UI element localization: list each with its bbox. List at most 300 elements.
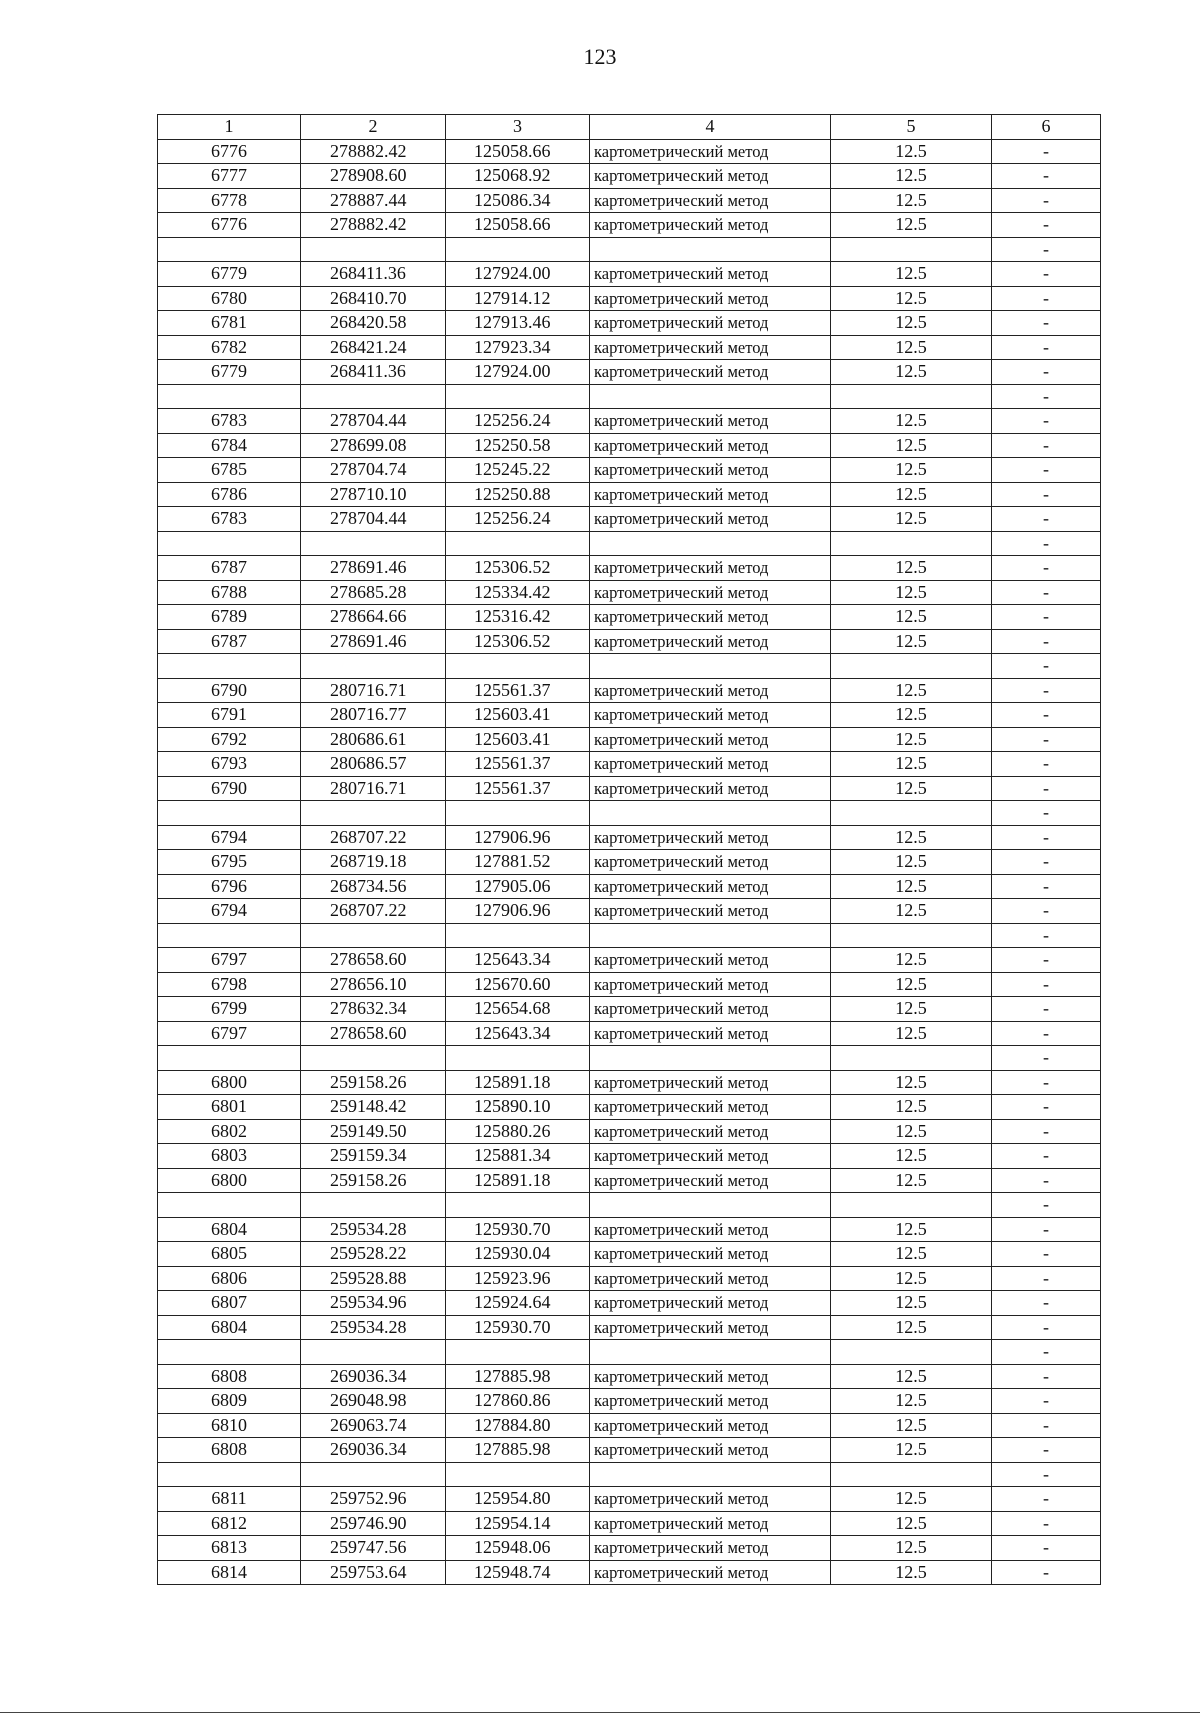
table-row xyxy=(158,458,1101,483)
cell-method: картометрический метод xyxy=(590,335,831,360)
cell-coord-x: 278664.66 xyxy=(301,605,446,630)
cell-point-number: 6791 xyxy=(158,703,301,728)
cell-coord-y xyxy=(446,1462,590,1487)
cell-point-number: 6787 xyxy=(158,629,301,654)
header-cell-3: 3 xyxy=(446,115,590,140)
cell-method: картометрический метод xyxy=(590,1070,831,1095)
cell-coord-y: 125890.10 xyxy=(446,1095,590,1120)
cell-method: картометрический метод xyxy=(590,1095,831,1120)
cell-point-number: 6786 xyxy=(158,482,301,507)
table-row xyxy=(158,360,1101,385)
cell-accuracy: 12.5 xyxy=(831,1144,992,1169)
table-row xyxy=(158,678,1101,703)
cell-coord-y xyxy=(446,801,590,826)
cell-method: картометрический метод xyxy=(590,874,831,899)
cell-coord-x: 278691.46 xyxy=(301,629,446,654)
cell-note: - xyxy=(992,899,1101,924)
cell-coord-y: 125058.66 xyxy=(446,139,590,164)
cell-note: - xyxy=(992,972,1101,997)
table-row xyxy=(158,923,1101,948)
header-cell-5: 5 xyxy=(831,115,992,140)
cell-accuracy: 12.5 xyxy=(831,899,992,924)
cell-accuracy xyxy=(831,1462,992,1487)
coordinates-table xyxy=(157,114,1101,1585)
cell-accuracy: 12.5 xyxy=(831,948,992,973)
cell-method: картометрический метод xyxy=(590,1168,831,1193)
cell-note: - xyxy=(992,1389,1101,1414)
cell-coord-x: 268411.36 xyxy=(301,360,446,385)
cell-method: картометрический метод xyxy=(590,409,831,434)
cell-point-number: 6808 xyxy=(158,1364,301,1389)
cell-accuracy xyxy=(831,1340,992,1365)
cell-point-number: 6787 xyxy=(158,556,301,581)
cell-accuracy xyxy=(831,237,992,262)
cell-accuracy xyxy=(831,801,992,826)
cell-note: - xyxy=(992,139,1101,164)
cell-coord-x: 268707.22 xyxy=(301,899,446,924)
cell-point-number: 6812 xyxy=(158,1511,301,1536)
cell-coord-y: 127913.46 xyxy=(446,311,590,336)
cell-accuracy: 12.5 xyxy=(831,164,992,189)
cell-note: - xyxy=(992,262,1101,287)
table-row xyxy=(158,409,1101,434)
cell-accuracy: 12.5 xyxy=(831,409,992,434)
cell-method xyxy=(590,1462,831,1487)
cell-coord-y: 127881.52 xyxy=(446,850,590,875)
cell-accuracy: 12.5 xyxy=(831,139,992,164)
table-row xyxy=(158,801,1101,826)
table-row xyxy=(158,997,1101,1022)
cell-coord-x: 259159.34 xyxy=(301,1144,446,1169)
cell-coord-y: 125306.52 xyxy=(446,556,590,581)
header-cell-6: 6 xyxy=(992,115,1101,140)
cell-method: картометрический метод xyxy=(590,1315,831,1340)
table-row xyxy=(158,654,1101,679)
table-row xyxy=(158,1217,1101,1242)
cell-coord-y: 125954.80 xyxy=(446,1487,590,1512)
cell-note: - xyxy=(992,335,1101,360)
cell-coord-x: 259534.28 xyxy=(301,1315,446,1340)
table-row xyxy=(158,727,1101,752)
cell-accuracy: 12.5 xyxy=(831,213,992,238)
table-body xyxy=(158,139,1101,1585)
cell-accuracy: 12.5 xyxy=(831,1487,992,1512)
cell-coord-x: 278658.60 xyxy=(301,1021,446,1046)
cell-accuracy xyxy=(831,1046,992,1071)
cell-method: картометрический метод xyxy=(590,1389,831,1414)
cell-note: - xyxy=(992,360,1101,385)
cell-method: картометрический метод xyxy=(590,286,831,311)
table-row xyxy=(158,1266,1101,1291)
cell-point-number: 6790 xyxy=(158,776,301,801)
table-row xyxy=(158,703,1101,728)
cell-coord-y: 127906.96 xyxy=(446,825,590,850)
cell-method: картометрический метод xyxy=(590,1119,831,1144)
cell-coord-x: 278699.08 xyxy=(301,433,446,458)
cell-point-number: 6804 xyxy=(158,1217,301,1242)
cell-point-number: 6802 xyxy=(158,1119,301,1144)
cell-accuracy: 12.5 xyxy=(831,1438,992,1463)
table-row xyxy=(158,1315,1101,1340)
cell-coord-x xyxy=(301,531,446,556)
cell-method xyxy=(590,923,831,948)
table-row xyxy=(158,972,1101,997)
cell-coord-x: 268410.70 xyxy=(301,286,446,311)
cell-accuracy: 12.5 xyxy=(831,997,992,1022)
cell-point-number: 6796 xyxy=(158,874,301,899)
cell-method: картометрический метод xyxy=(590,580,831,605)
cell-coord-y: 127906.96 xyxy=(446,899,590,924)
cell-coord-x: 259528.88 xyxy=(301,1266,446,1291)
table-row xyxy=(158,629,1101,654)
cell-coord-y xyxy=(446,923,590,948)
cell-coord-x: 278704.44 xyxy=(301,507,446,532)
cell-coord-y: 125670.60 xyxy=(446,972,590,997)
cell-point-number: 6788 xyxy=(158,580,301,605)
cell-point-number xyxy=(158,531,301,556)
cell-point-number: 6779 xyxy=(158,262,301,287)
cell-method: картометрический метод xyxy=(590,213,831,238)
cell-note: - xyxy=(992,409,1101,434)
cell-coord-y: 125881.34 xyxy=(446,1144,590,1169)
cell-coord-y: 125891.18 xyxy=(446,1070,590,1095)
cell-method xyxy=(590,1193,831,1218)
cell-note: - xyxy=(992,801,1101,826)
cell-method: картометрический метод xyxy=(590,556,831,581)
cell-method: картометрический метод xyxy=(590,703,831,728)
cell-note: - xyxy=(992,1511,1101,1536)
table-row xyxy=(158,1021,1101,1046)
cell-coord-y: 125561.37 xyxy=(446,678,590,703)
cell-accuracy: 12.5 xyxy=(831,458,992,483)
cell-coord-x: 259149.50 xyxy=(301,1119,446,1144)
cell-coord-x: 278632.34 xyxy=(301,997,446,1022)
cell-coord-x: 269036.34 xyxy=(301,1438,446,1463)
table-row xyxy=(158,1487,1101,1512)
cell-coord-x: 268420.58 xyxy=(301,311,446,336)
cell-note: - xyxy=(992,556,1101,581)
cell-coord-x: 280686.61 xyxy=(301,727,446,752)
cell-method: картометрический метод xyxy=(590,164,831,189)
table-row xyxy=(158,1340,1101,1365)
cell-method: картометрический метод xyxy=(590,139,831,164)
cell-accuracy: 12.5 xyxy=(831,1217,992,1242)
cell-point-number xyxy=(158,923,301,948)
table-row xyxy=(158,188,1101,213)
cell-point-number: 6813 xyxy=(158,1536,301,1561)
cell-point-number: 6797 xyxy=(158,1021,301,1046)
cell-note: - xyxy=(992,286,1101,311)
cell-coord-y: 125250.88 xyxy=(446,482,590,507)
cell-point-number: 6794 xyxy=(158,825,301,850)
cell-note: - xyxy=(992,1144,1101,1169)
cell-coord-x xyxy=(301,1340,446,1365)
cell-point-number: 6789 xyxy=(158,605,301,630)
cell-coord-y: 125880.26 xyxy=(446,1119,590,1144)
cell-coord-y: 127860.86 xyxy=(446,1389,590,1414)
cell-accuracy: 12.5 xyxy=(831,286,992,311)
table-row xyxy=(158,1242,1101,1267)
cell-coord-y: 125643.34 xyxy=(446,948,590,973)
cell-method xyxy=(590,654,831,679)
cell-note: - xyxy=(992,507,1101,532)
cell-point-number: 6800 xyxy=(158,1168,301,1193)
table-row xyxy=(158,1560,1101,1585)
cell-coord-y: 125643.34 xyxy=(446,1021,590,1046)
cell-note: - xyxy=(992,482,1101,507)
cell-accuracy: 12.5 xyxy=(831,752,992,777)
cell-coord-y xyxy=(446,1340,590,1365)
cell-point-number: 6783 xyxy=(158,409,301,434)
cell-note: - xyxy=(992,605,1101,630)
cell-accuracy xyxy=(831,531,992,556)
cell-coord-x: 278882.42 xyxy=(301,139,446,164)
cell-coord-x: 278887.44 xyxy=(301,188,446,213)
cell-coord-x xyxy=(301,1046,446,1071)
cell-point-number: 6795 xyxy=(158,850,301,875)
cell-point-number: 6810 xyxy=(158,1413,301,1438)
table-row xyxy=(158,139,1101,164)
cell-note: - xyxy=(992,654,1101,679)
cell-coord-y: 125948.06 xyxy=(446,1536,590,1561)
cell-point-number: 6793 xyxy=(158,752,301,777)
cell-note: - xyxy=(992,1438,1101,1463)
table-row xyxy=(158,1291,1101,1316)
cell-coord-x: 278691.46 xyxy=(301,556,446,581)
table-row xyxy=(158,311,1101,336)
cell-accuracy: 12.5 xyxy=(831,825,992,850)
table-row xyxy=(158,776,1101,801)
cell-coord-x: 278685.28 xyxy=(301,580,446,605)
cell-coord-y: 125250.58 xyxy=(446,433,590,458)
cell-method: картометрический метод xyxy=(590,629,831,654)
table-row xyxy=(158,237,1101,262)
cell-method: картометрический метод xyxy=(590,948,831,973)
cell-accuracy: 12.5 xyxy=(831,1095,992,1120)
cell-accuracy: 12.5 xyxy=(831,188,992,213)
table-row xyxy=(158,899,1101,924)
cell-point-number: 6805 xyxy=(158,1242,301,1267)
cell-point-number: 6801 xyxy=(158,1095,301,1120)
cell-method xyxy=(590,1046,831,1071)
cell-method: картометрический метод xyxy=(590,482,831,507)
cell-note: - xyxy=(992,1021,1101,1046)
cell-accuracy: 12.5 xyxy=(831,850,992,875)
table-row xyxy=(158,1462,1101,1487)
cell-point-number: 6790 xyxy=(158,678,301,703)
cell-method: картометрический метод xyxy=(590,1364,831,1389)
cell-accuracy: 12.5 xyxy=(831,482,992,507)
table-row xyxy=(158,556,1101,581)
table-row xyxy=(158,1095,1101,1120)
cell-coord-y: 127924.00 xyxy=(446,360,590,385)
cell-method: картометрический метод xyxy=(590,727,831,752)
cell-coord-y: 125930.04 xyxy=(446,1242,590,1267)
cell-coord-y: 125603.41 xyxy=(446,727,590,752)
cell-accuracy: 12.5 xyxy=(831,1119,992,1144)
cell-coord-x: 259753.64 xyxy=(301,1560,446,1585)
cell-coord-x: 280716.71 xyxy=(301,776,446,801)
cell-coord-y: 125256.24 xyxy=(446,409,590,434)
cell-note: - xyxy=(992,1291,1101,1316)
cell-coord-y: 125256.24 xyxy=(446,507,590,532)
cell-method: картометрический метод xyxy=(590,188,831,213)
cell-accuracy xyxy=(831,1193,992,1218)
cell-method: картометрический метод xyxy=(590,311,831,336)
cell-accuracy: 12.5 xyxy=(831,1021,992,1046)
table-row xyxy=(158,1511,1101,1536)
header-cell-1: 1 xyxy=(158,115,301,140)
cell-method: картометрический метод xyxy=(590,360,831,385)
cell-method: картометрический метод xyxy=(590,1413,831,1438)
cell-coord-y xyxy=(446,237,590,262)
cell-coord-x xyxy=(301,923,446,948)
cell-point-number: 6785 xyxy=(158,458,301,483)
page-number: 123 xyxy=(583,44,617,69)
cell-note: - xyxy=(992,1242,1101,1267)
cell-coord-x: 268411.36 xyxy=(301,262,446,287)
cell-note: - xyxy=(992,727,1101,752)
cell-point-number: 6797 xyxy=(158,948,301,973)
cell-note: - xyxy=(992,433,1101,458)
cell-coord-x xyxy=(301,801,446,826)
cell-note: - xyxy=(992,1266,1101,1291)
cell-point-number xyxy=(158,1193,301,1218)
cell-point-number: 6799 xyxy=(158,997,301,1022)
cell-accuracy: 12.5 xyxy=(831,360,992,385)
cell-accuracy: 12.5 xyxy=(831,727,992,752)
cell-accuracy: 12.5 xyxy=(831,262,992,287)
table-row xyxy=(158,1364,1101,1389)
cell-method: картометрический метод xyxy=(590,1536,831,1561)
cell-note: - xyxy=(992,1364,1101,1389)
cell-coord-y: 125561.37 xyxy=(446,776,590,801)
cell-method: картометрический метод xyxy=(590,850,831,875)
cell-point-number: 6809 xyxy=(158,1389,301,1414)
cell-coord-x: 268421.24 xyxy=(301,335,446,360)
cell-method: картометрический метод xyxy=(590,1291,831,1316)
cell-note: - xyxy=(992,1315,1101,1340)
cell-note: - xyxy=(992,1095,1101,1120)
cell-accuracy: 12.5 xyxy=(831,605,992,630)
cell-coord-x: 278704.44 xyxy=(301,409,446,434)
cell-coord-y: 125930.70 xyxy=(446,1315,590,1340)
cell-point-number: 6780 xyxy=(158,286,301,311)
table-row xyxy=(158,507,1101,532)
cell-note: - xyxy=(992,874,1101,899)
cell-point-number: 6777 xyxy=(158,164,301,189)
table-row xyxy=(158,1070,1101,1095)
cell-method: картометрический метод xyxy=(590,605,831,630)
cell-note: - xyxy=(992,1413,1101,1438)
cell-coord-y xyxy=(446,384,590,409)
cell-coord-y: 125654.68 xyxy=(446,997,590,1022)
cell-coord-y: 125334.42 xyxy=(446,580,590,605)
header-cell-2: 2 xyxy=(301,115,446,140)
cell-accuracy: 12.5 xyxy=(831,1560,992,1585)
cell-note: - xyxy=(992,825,1101,850)
cell-point-number xyxy=(158,384,301,409)
cell-note: - xyxy=(992,1487,1101,1512)
cell-point-number: 6776 xyxy=(158,213,301,238)
table-row xyxy=(158,850,1101,875)
cell-coord-x: 278658.60 xyxy=(301,948,446,973)
cell-coord-x: 268719.18 xyxy=(301,850,446,875)
table-row xyxy=(158,1536,1101,1561)
cell-point-number xyxy=(158,654,301,679)
cell-coord-x xyxy=(301,1462,446,1487)
cell-method: картометрический метод xyxy=(590,1438,831,1463)
cell-method xyxy=(590,384,831,409)
cell-point-number: 6806 xyxy=(158,1266,301,1291)
table-row xyxy=(158,825,1101,850)
cell-coord-y: 125603.41 xyxy=(446,703,590,728)
cell-point-number: 6811 xyxy=(158,1487,301,1512)
cell-note: - xyxy=(992,311,1101,336)
cell-coord-x: 259534.96 xyxy=(301,1291,446,1316)
header-cell-4: 4 xyxy=(590,115,831,140)
table-row xyxy=(158,1389,1101,1414)
cell-coord-y: 125316.42 xyxy=(446,605,590,630)
cell-method: картометрический метод xyxy=(590,458,831,483)
cell-point-number: 6794 xyxy=(158,899,301,924)
cell-point-number: 6807 xyxy=(158,1291,301,1316)
cell-coord-x: 259534.28 xyxy=(301,1217,446,1242)
cell-accuracy: 12.5 xyxy=(831,1070,992,1095)
cell-note: - xyxy=(992,923,1101,948)
cell-point-number xyxy=(158,1462,301,1487)
cell-coord-x xyxy=(301,1193,446,1218)
cell-coord-x: 259746.90 xyxy=(301,1511,446,1536)
cell-point-number xyxy=(158,1340,301,1365)
cell-note: - xyxy=(992,703,1101,728)
cell-method: картометрический метод xyxy=(590,262,831,287)
table-row xyxy=(158,1438,1101,1463)
cell-note: - xyxy=(992,997,1101,1022)
cell-point-number: 6792 xyxy=(158,727,301,752)
table-row xyxy=(158,286,1101,311)
cell-coord-x xyxy=(301,384,446,409)
cell-method: картометрический метод xyxy=(590,1242,831,1267)
cell-coord-x: 259528.22 xyxy=(301,1242,446,1267)
cell-point-number: 6776 xyxy=(158,139,301,164)
cell-coord-y: 125086.34 xyxy=(446,188,590,213)
cell-point-number: 6800 xyxy=(158,1070,301,1095)
cell-method: картометрический метод xyxy=(590,1560,831,1585)
cell-coord-x: 259747.56 xyxy=(301,1536,446,1561)
cell-point-number: 6778 xyxy=(158,188,301,213)
cell-accuracy: 12.5 xyxy=(831,1364,992,1389)
table-row xyxy=(158,1046,1101,1071)
cell-point-number: 6798 xyxy=(158,972,301,997)
cell-method xyxy=(590,801,831,826)
table-row xyxy=(158,482,1101,507)
cell-method: картометрический метод xyxy=(590,678,831,703)
cell-point-number: 6779 xyxy=(158,360,301,385)
cell-note: - xyxy=(992,1046,1101,1071)
table-row xyxy=(158,1193,1101,1218)
cell-method: картометрический метод xyxy=(590,1266,831,1291)
cell-accuracy: 12.5 xyxy=(831,433,992,458)
table-row xyxy=(158,1413,1101,1438)
cell-accuracy: 12.5 xyxy=(831,703,992,728)
cell-accuracy: 12.5 xyxy=(831,1511,992,1536)
cell-coord-y: 127924.00 xyxy=(446,262,590,287)
cell-note: - xyxy=(992,580,1101,605)
table-row xyxy=(158,335,1101,360)
cell-coord-y xyxy=(446,1046,590,1071)
table-header xyxy=(158,115,1101,140)
